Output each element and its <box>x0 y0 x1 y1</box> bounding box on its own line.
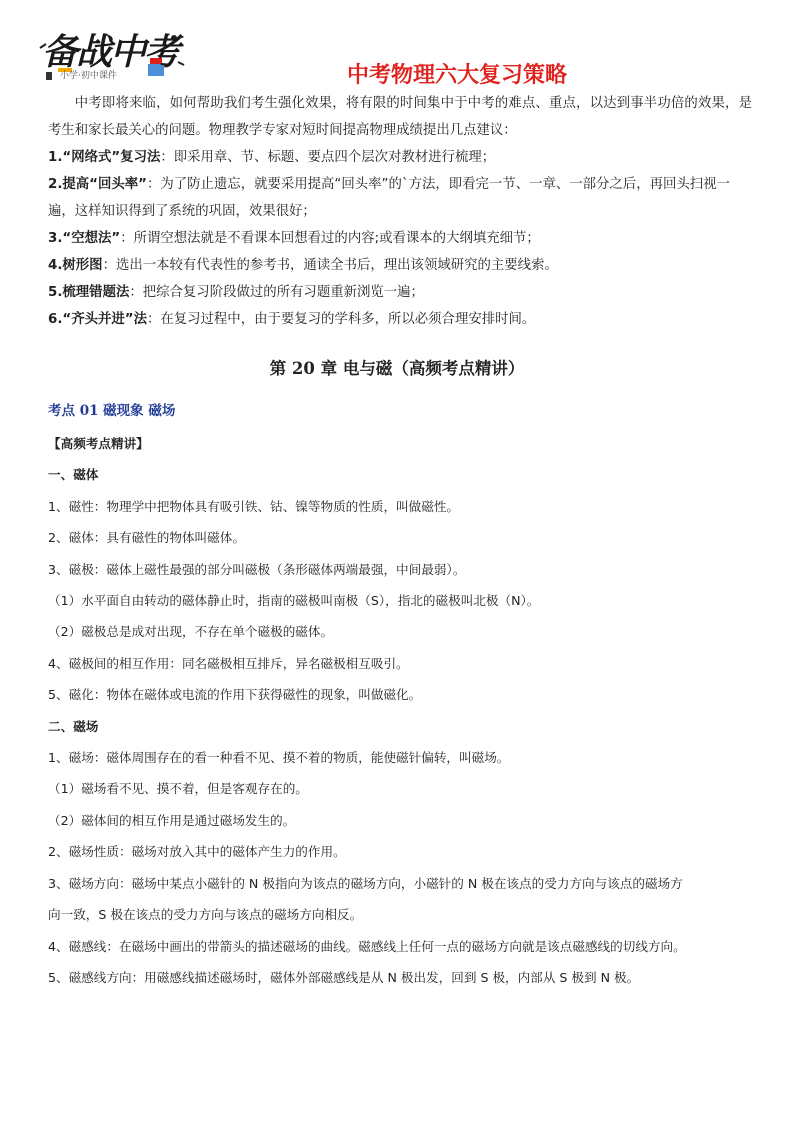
content-line: （2）磁体间的相互作用是通过磁场发生的。 <box>48 812 296 828</box>
tip-item <box>48 225 752 252</box>
content-line: （2）磁极总是成对出现，不存在单个磁极的磁体。 <box>48 624 334 640</box>
tip-item <box>48 144 752 171</box>
content-line: 一、磁体 <box>48 467 99 483</box>
page-title: 中考物理六大复习策略 <box>346 63 567 88</box>
tip-text: ：所谓空想法就是不看课本回想看过的内容;或看课本的大纲填充细节； <box>120 231 540 246</box>
tip-item <box>48 252 752 279</box>
content-line: 1、磁性：物理学中把物体具有吸引铁、钴、镍等物质的性质，叫做磁性。 <box>48 498 460 514</box>
tip-text: ：把综合复习阶段做过的所有习题重新浏览一遍； <box>129 285 424 300</box>
content-line: 3、磁极：磁体上磁性最强的部分叫磁极（条形磁体两端最强，中间最弱）。 <box>48 561 466 577</box>
content-line: （1）磁场看不见、摸不着，但是客观存在的。 <box>48 781 308 797</box>
tip-head: 5.梳理错题法 <box>48 285 130 300</box>
intro-paragraph: 中考即将来临，如何帮助我们考生强化效果，将有限的时间集中于中考的难点、重点，以达到事半功倍的效果，是考生和家长最关心的问题。物理教学专家对短时间提高物理成绩提出几点建议： <box>48 96 752 138</box>
tip-text: ：选出一本较有代表性的参考书，通读全书后，理出该领域研究的主要线索。 <box>102 258 558 273</box>
tip-item <box>48 279 752 306</box>
tip-item <box>48 171 752 225</box>
tip-item <box>48 306 752 333</box>
content-line: 向一致，S 极在该点的受力方向与该点的磁场方向相反。 <box>48 907 363 923</box>
content-line: 5、磁感线方向：用磁感线描述磁场时，磁体外部磁感线是从 N 极出发，回到 S 极，内部从 S 极到 N 极。 <box>48 969 640 985</box>
content-line: （1）水平面自由转动的磁体静止时，指南的磁极叫南极（S），指北的磁极叫北极（N）。 <box>48 593 540 609</box>
tip-text: ：为了防止遗忘，就要采用提高“回头率”的`方法，即看完一节、一章、一部分之后，再回头扫视一遍，这样知识得到了系统的巩固，效果很好； <box>48 177 730 219</box>
tips-list <box>48 144 752 333</box>
content-line: 4、磁感线：在磁场中画出的带箭头的描述磁场的曲线。磁感线上任何一点的磁场方向就是该点磁感线的切线方向。 <box>48 938 686 954</box>
content-line: 二、磁场 <box>48 718 99 734</box>
content-line: 4、磁极间的相互作用：同名磁极相互排斥，异名磁极相互吸引。 <box>48 655 409 671</box>
content-line: 1、磁场：磁体周围存在的看一种看不见、摸不着的物质，能使磁针偏转，叫磁场。 <box>48 750 510 766</box>
logo-text: 备战中考 <box>42 32 179 73</box>
kaodian-content <box>48 428 758 993</box>
content-line: 5、磁化：物体在磁体或电流的作用下获得磁性的现象，叫做磁化。 <box>48 687 422 703</box>
strategy-section <box>48 90 752 333</box>
tip-text: ：即采用章、节、标题、要点四个层次对教材进行梳理； <box>160 150 496 165</box>
content-line: 3、磁场方向：磁场中某点小磁针的 N 极指向为该点的磁场方向，小磁针的 N 极在该点的受力方向与该点的磁场方 <box>48 875 683 891</box>
content-line: 2、磁体：具有磁性的物体叫磁体。 <box>48 530 245 546</box>
tip-text: ：在复习过程中，由于要复习的学科多，所以必须合理安排时间。 <box>146 312 536 327</box>
chapter-title: 第 20 章 电与磁（高频考点精讲） <box>269 359 525 378</box>
tip-head: 2.提高“回头率” <box>48 177 147 192</box>
content-line: 2、磁场性质：磁场对放入其中的磁体产生力的作用。 <box>48 844 346 860</box>
kaodian-title: 考点 01 磁现象 磁场 <box>48 403 176 419</box>
tip-head: 4.树形图 <box>48 258 103 273</box>
tip-head: 6.“齐头并进”法 <box>48 312 147 327</box>
tip-head: 3.“空想法” <box>48 231 121 246</box>
content-line: 【高频考点精讲】 <box>48 436 149 451</box>
logo-subtitle: 小学·初中课件 <box>60 71 117 81</box>
tip-head: 1.“网络式”复习法 <box>48 150 161 165</box>
